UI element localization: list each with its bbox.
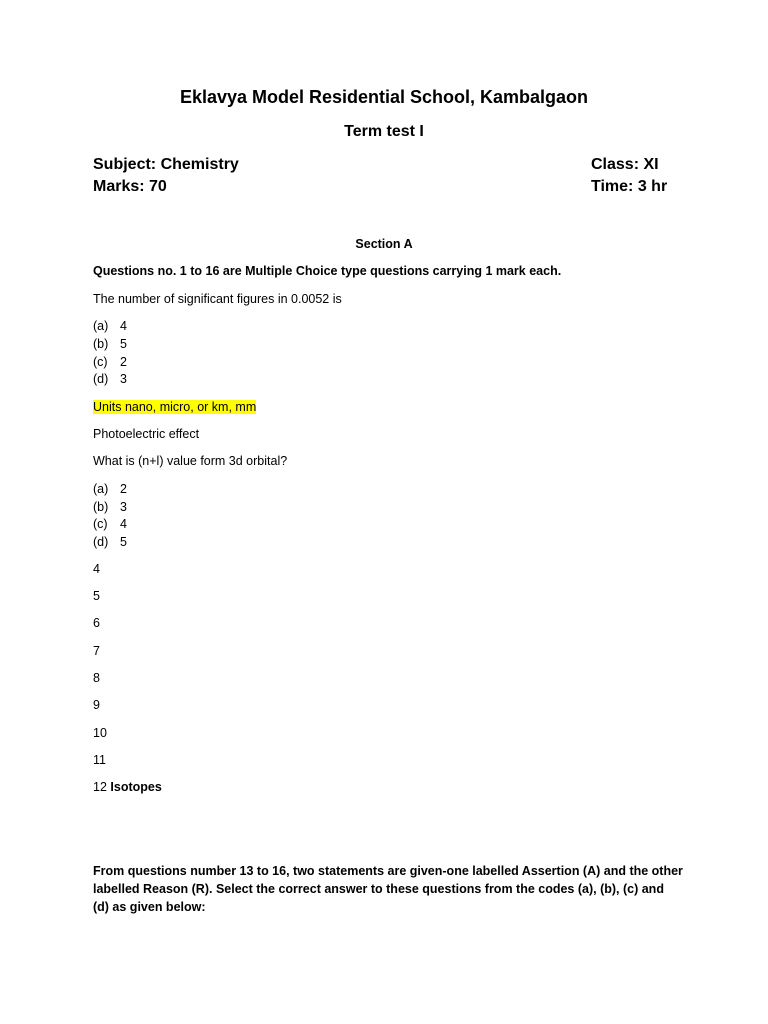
section-heading: Section A: [355, 237, 413, 251]
subject-label: Subject: Chemistry: [93, 156, 239, 173]
question-1-option-a: [93, 319, 127, 333]
question-4-option-a: [93, 482, 127, 496]
option-label: (d): [93, 535, 109, 549]
question-1-option-c: [93, 355, 127, 369]
question-1-text: The number of significant figures in 0.0052 is: [93, 292, 342, 306]
option-value: 2: [120, 355, 127, 369]
question-number: 12: [93, 780, 107, 794]
mcq-instruction: Questions no. 1 to 16 are Multiple Choice type questions carrying 1 mark each.: [93, 264, 562, 278]
question-number: 7: [93, 644, 100, 658]
question-number: 4: [93, 562, 100, 576]
option-value: 4: [120, 319, 127, 333]
option-value: 3: [120, 500, 127, 514]
option-value: 4: [120, 517, 127, 531]
question-number: 10: [93, 726, 107, 740]
option-label: (c): [93, 355, 108, 369]
school-name: Eklavya Model Residential School, Kambalgaon: [179, 87, 589, 107]
question-number: 9: [93, 698, 100, 712]
highlighted-text: Units nano, micro, or km, mm: [93, 400, 257, 414]
question-number: 11: [93, 753, 106, 767]
question-4-text: What is (n+l) value form 3d orbital?: [93, 454, 288, 468]
option-label: (c): [93, 517, 108, 531]
option-label: (d): [93, 372, 109, 386]
question-number: 6: [93, 616, 100, 630]
question-1-option-d: [93, 372, 127, 386]
option-label: (a): [93, 482, 109, 496]
class-label: Class: XI: [591, 156, 659, 173]
option-label: (a): [93, 319, 109, 333]
option-value: 5: [120, 535, 127, 549]
question-4-option-c: [93, 517, 127, 531]
option-label: (b): [93, 500, 109, 514]
question-4-option-b: [93, 500, 127, 514]
assertion-reason-instruction: From questions number 13 to 16, two statements are given-one labelled Assertion (A) and the other labelled Reason (R). Select the correct answer to these questions from the codes (a), (b), (c) and (d) as given below:: [93, 864, 683, 914]
question-number: 5: [93, 589, 100, 603]
question-number: 8: [93, 671, 100, 685]
question-12-text: Isotopes: [110, 780, 162, 794]
term-title: Term test I: [344, 123, 424, 140]
question-1-option-b: [93, 337, 127, 351]
question-4-option-d: [93, 535, 127, 549]
question-12: [93, 780, 162, 794]
option-label: (b): [93, 337, 109, 351]
option-value: 2: [120, 482, 127, 496]
time-label: Time: 3 hr: [591, 178, 668, 195]
question-3-text: Photoelectric effect: [93, 427, 200, 441]
marks-label: Marks: 70: [93, 178, 167, 195]
option-value: 3: [120, 372, 127, 386]
option-value: 5: [120, 337, 127, 351]
question-2-text: [93, 400, 256, 414]
